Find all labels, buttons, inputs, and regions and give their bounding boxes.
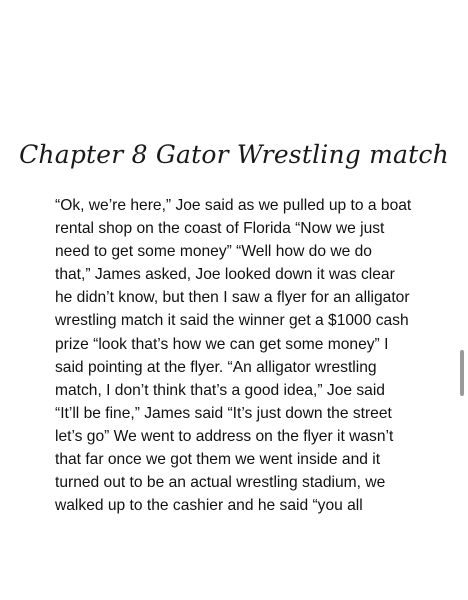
text-line: prize “look that’s how we can get some money” I (55, 335, 389, 353)
text-line: that,” James asked, Joe looked down it was clear (55, 266, 395, 284)
text-line: need to get some money” “Well how do we do (55, 243, 372, 261)
text-line: match, I don’t think that’s a good idea,” Joe said (55, 381, 385, 399)
chapter-title: Chapter 8 Gator Wrestling match (19, 140, 449, 169)
text-line: “It’ll be fine,” James said “It’s just down the street (55, 404, 392, 422)
text-line: let’s go” We went to address on the flyer it wasn’t (55, 427, 394, 445)
scroll-indicator[interactable] (460, 350, 464, 396)
text-line: wrestling match it said the winner get a $1000 cash (55, 312, 409, 330)
chapter-body-text (55, 194, 425, 517)
text-line: turned out to be an actual wrestling stadium, we (55, 474, 386, 492)
text-line: “Ok, we’re here,” Joe said as we pulled up to a boat (55, 197, 412, 214)
text-line: he didn’t know, but then I saw a flyer for an alligator (55, 289, 410, 307)
text-line: walked up to the cashier and he said “you all (55, 497, 363, 515)
text-line: rental shop on the coast of Florida “Now we just (55, 220, 385, 238)
text-line: said pointing at the flyer. “An alligator wrestling (55, 358, 377, 376)
text-line: that far once we got them we went inside and it (55, 451, 381, 469)
